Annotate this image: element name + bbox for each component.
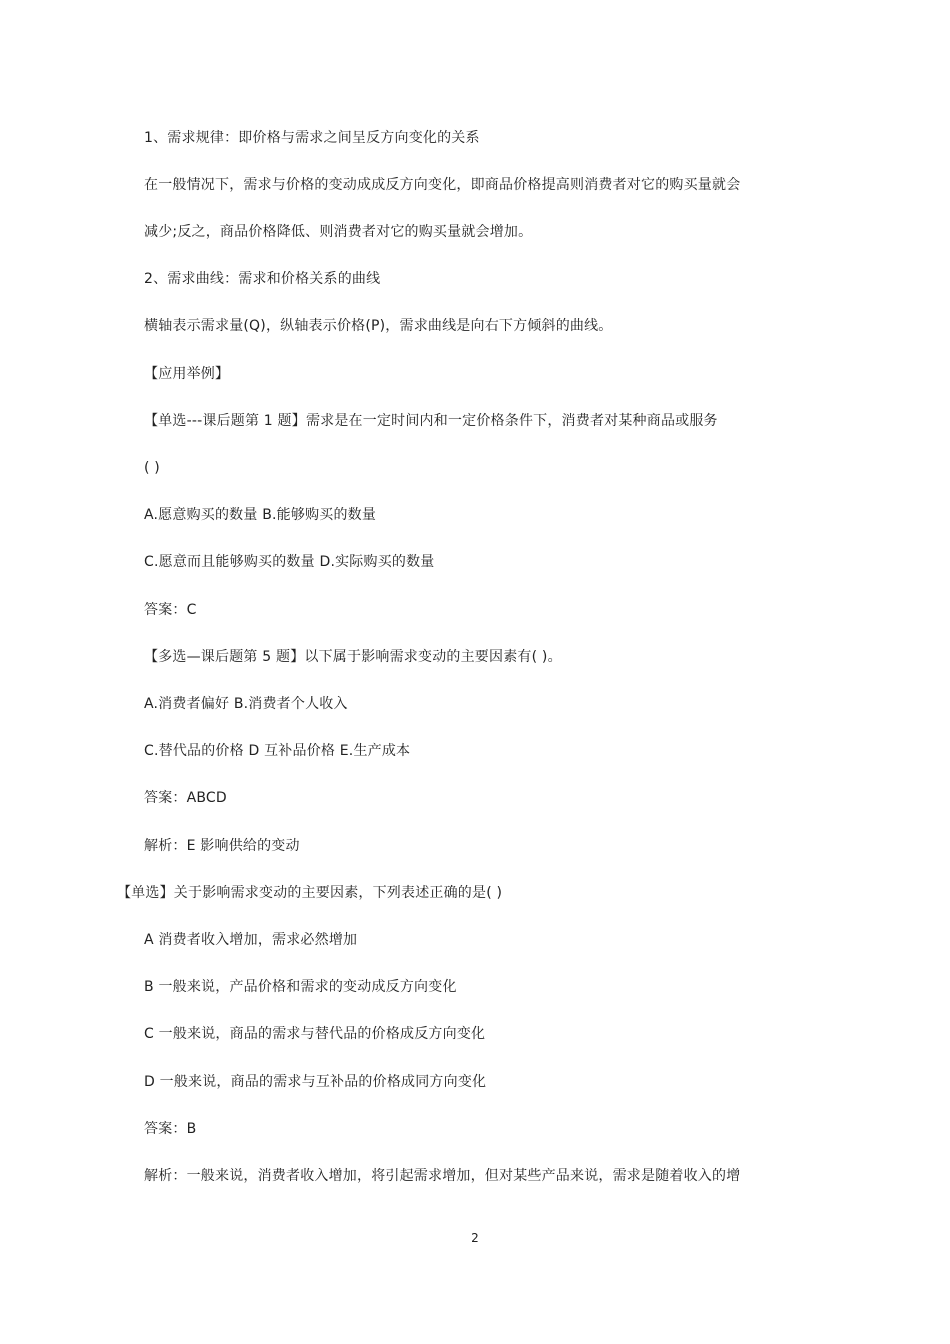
text-line-demand-law-explanation: 在一般情况下，需求与价格的变动成成反方向变化，即商品价格提高则消费者对它的购买量就会 — [144, 177, 741, 193]
question-2-stem: 【多选—课后题第 5 题】以下属于影响需求变动的主要因素有( )。 — [144, 649, 562, 665]
text-line-demand-law: 1、需求规律：即价格与需求之间呈反方向变化的关系 — [144, 130, 480, 146]
question-1-options-cd: C.愿意而且能够购买的数量 D.实际购买的数量 — [144, 554, 435, 570]
question-1-answer: 答案：C — [144, 602, 197, 618]
text-line-demand-curve: 2、需求曲线：需求和价格关系的曲线 — [144, 271, 381, 287]
question-1-options-ab: A.愿意购买的数量 B.能够购买的数量 — [144, 507, 377, 523]
text-line-axis-description: 横轴表示需求量(Q)，纵轴表示价格(P)，需求曲线是向右下方倾斜的曲线。 — [144, 318, 613, 334]
question-3-option-b: B 一般来说，产品价格和需求的变动成反方向变化 — [144, 979, 457, 995]
question-2-answer: 答案：ABCD — [144, 790, 227, 806]
page-number: 2 — [471, 1231, 479, 1245]
question-3-option-c: C 一般来说，商品的需求与替代品的价格成反方向变化 — [144, 1026, 486, 1042]
text-line-demand-law-explanation-cont: 减少;反之，商品价格降低、则消费者对它的购买量就会增加。 — [144, 224, 533, 240]
question-1-stem: 【单选---课后题第 1 题】需求是在一定时间内和一定价格条件下，消费者对某种商品或服务 — [144, 413, 718, 429]
question-3-option-d: D 一般来说，商品的需求与互补品的价格成同方向变化 — [144, 1074, 487, 1090]
question-3-answer: 答案：B — [144, 1121, 197, 1137]
question-2-options-ab: A.消费者偏好 B.消费者个人收入 — [144, 696, 348, 712]
question-3-stem: 【单选】关于影响需求变动的主要因素，下列表述正确的是( ) — [117, 885, 503, 901]
question-3-option-a: A 消费者收入增加，需求必然增加 — [144, 932, 358, 948]
question-2-analysis: 解析：E 影响供给的变动 — [144, 838, 300, 854]
section-heading-examples: 【应用举例】 — [144, 366, 230, 382]
question-1-blank: ( ) — [144, 460, 160, 476]
question-3-analysis: 解析：一般来说，消费者收入增加，将引起需求增加，但对某些产品来说，需求是随着收入的增 — [144, 1168, 741, 1184]
question-2-options-cde: C.替代品的价格 D 互补品价格 E.生产成本 — [144, 743, 411, 759]
